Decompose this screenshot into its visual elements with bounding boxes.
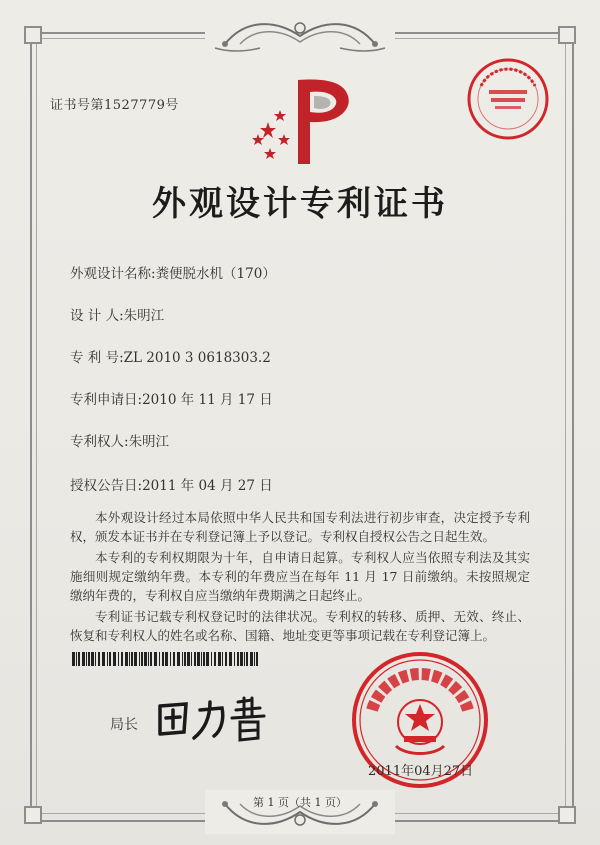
field-value: 粪便脱水机（170） xyxy=(155,266,276,282)
field-label: 外观设计名称: xyxy=(70,266,156,282)
field-grant-date xyxy=(70,474,273,494)
director-label: 局长 xyxy=(110,717,138,733)
certificate-title: 外观设计专利证书 xyxy=(152,184,448,224)
field-label: 专利申请日: xyxy=(70,392,143,408)
body-paragraph: 本外观设计经过本局依照中华人民共和国专利法进行初步审查，决定授予专利权，颁发本证书并在专利登记簿上予以登记。专利权自授权公告之日起生效。 xyxy=(70,510,530,544)
field-label: 设 计 人: xyxy=(70,308,124,324)
seal-date: 2011年04月27日 xyxy=(368,764,474,779)
body-paragraph: 本专利的专利权期限为十年，自申请日起算。专利权人应当依照专利法及其实施细则规定缴纳年费。本专利的年费应当在每年 11 月 17 日前缴纳。未按照规定缴纳年费的，专利权自应当缴纳年费期满之日起终止。 xyxy=(70,550,530,603)
field-value: 2010 年 11 月 17 日 xyxy=(142,392,273,408)
top-scroll-ornament xyxy=(205,14,395,58)
corner-ornament xyxy=(558,26,576,44)
director-signature-icon xyxy=(152,688,282,748)
field-label: 授权公告日: xyxy=(70,478,143,494)
field-value: 朱明江 xyxy=(123,308,165,324)
certificate-body xyxy=(70,508,530,645)
field-design-name xyxy=(70,262,276,282)
field-label: 专 利 号: xyxy=(70,350,124,366)
field-patentee xyxy=(70,430,169,450)
agency-stamp-icon xyxy=(465,56,551,142)
field-value: 2011 年 04 月 27 日 xyxy=(142,478,273,494)
certificate-number: 证书号第1527779号 xyxy=(50,98,179,113)
field-filing-date xyxy=(70,388,273,408)
corner-ornament xyxy=(24,26,42,44)
field-designer xyxy=(70,304,164,324)
patent-office-logo-icon xyxy=(240,72,360,172)
body-paragraph: 专利证书记载专利权登记时的法律状况。专利权的转移、质押、无效、终止、恢复和专利权人的姓名或名称、国籍、地址变更等事项记载在专利登记簿上。 xyxy=(70,609,530,643)
field-value: 朱明江 xyxy=(128,434,170,450)
barcode-icon xyxy=(72,652,260,666)
field-patent-number xyxy=(70,346,271,366)
field-label: 专利权人: xyxy=(70,434,129,450)
page-number: 第 1 页（共 1 页） xyxy=(253,796,347,809)
field-value: ZL 2010 3 0618303.2 xyxy=(123,350,271,366)
